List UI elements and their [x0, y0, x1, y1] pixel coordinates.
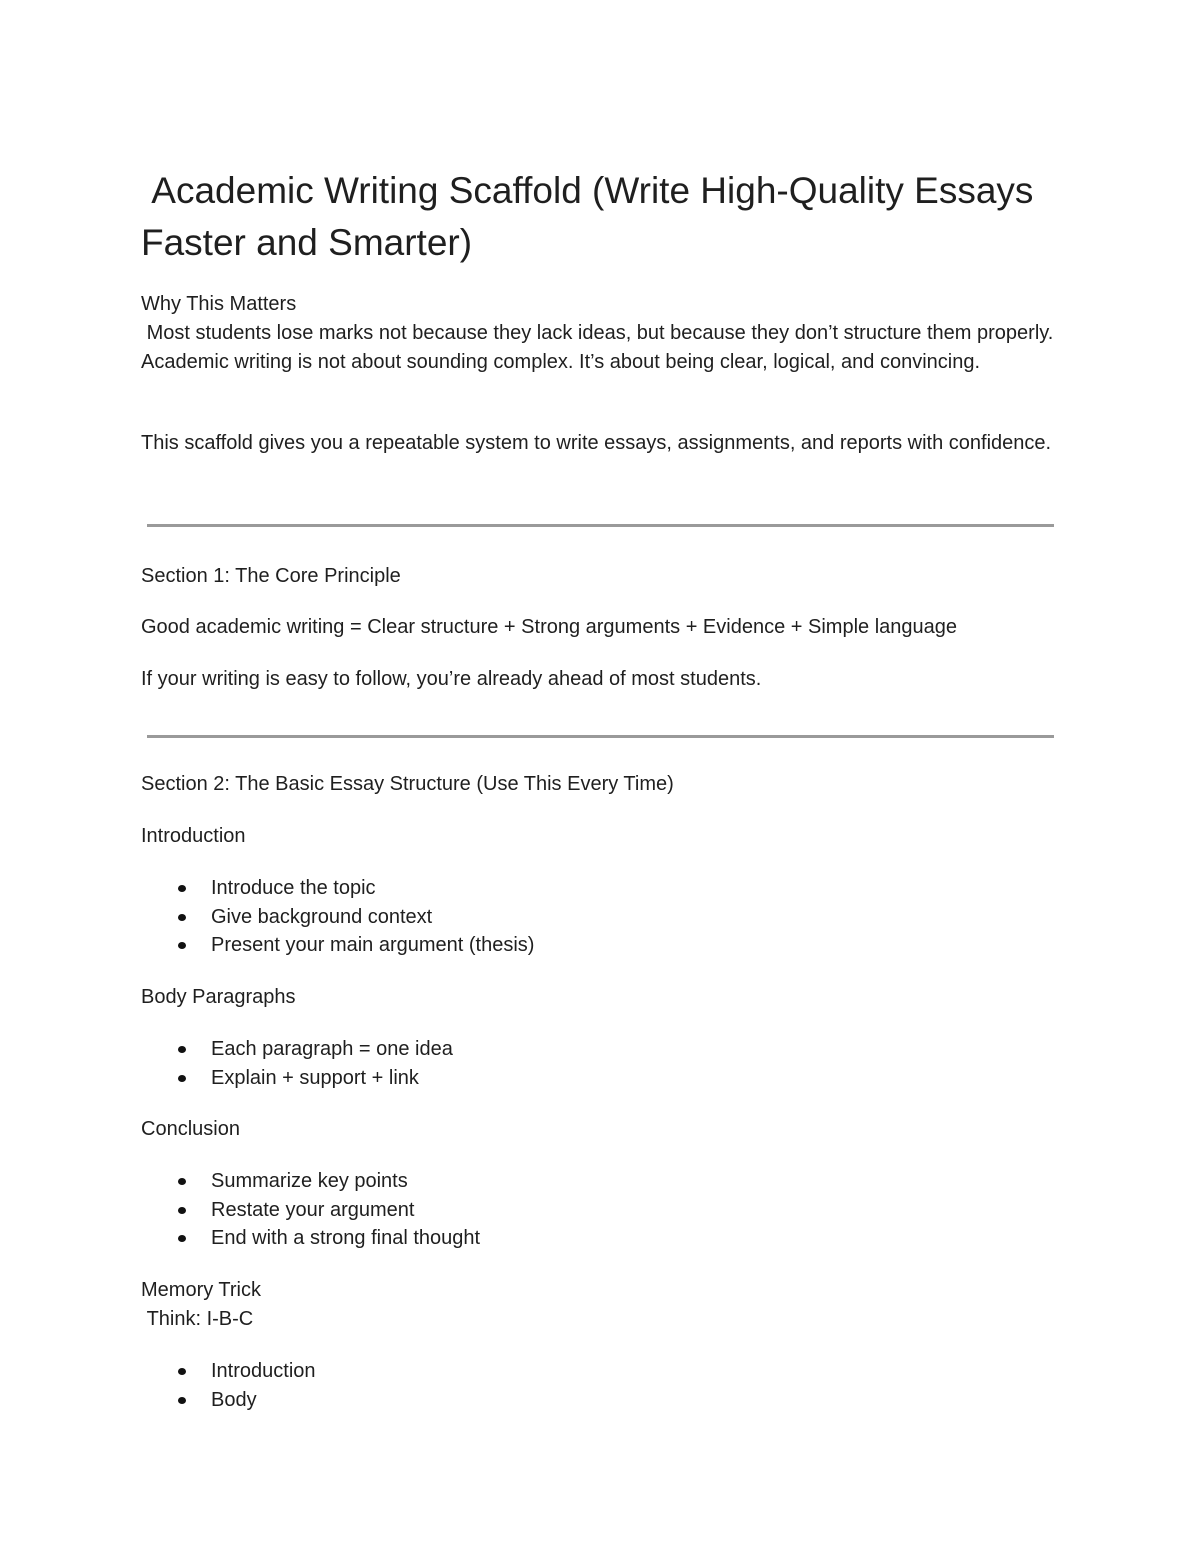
body-list — [141, 1035, 453, 1092]
why-body: Most students lose marks not because they lack ideas, but because they don’t structure them properly. Academic writing is not about sounding complex. It’s about being clear, logical, and convincing. — [141, 322, 1058, 373]
conclusion-list — [141, 1167, 480, 1253]
list-item: Each paragraph = one idea — [141, 1035, 453, 1064]
list-item: Explain + support + link — [141, 1064, 453, 1093]
list-item: Introduction — [141, 1357, 316, 1386]
bullet-icon — [178, 885, 186, 892]
body-heading: Body Paragraphs — [141, 986, 296, 1008]
list-item: End with a strong final thought — [141, 1224, 480, 1253]
bullet-icon — [178, 1207, 186, 1214]
bullet-icon — [178, 1075, 186, 1082]
bullet-icon — [178, 1397, 186, 1404]
scaffold-note: This scaffold gives you a repeatable system to write essays, assignments, and reports with confidence. — [141, 432, 1052, 454]
memory-heading: Memory Trick — [141, 1279, 261, 1301]
divider-2 — [147, 735, 1054, 738]
section2-heading: Section 2: The Basic Essay Structure (Use This Every Time) — [141, 773, 674, 795]
bullet-icon — [178, 914, 186, 921]
memory-list — [141, 1357, 316, 1414]
bullet-icon — [178, 942, 186, 949]
section1-heading: Section 1: The Core Principle — [141, 565, 401, 587]
list-item: Give background context — [141, 903, 534, 932]
list-item: Body — [141, 1386, 316, 1415]
introduction-list — [141, 874, 534, 960]
list-item: Summarize key points — [141, 1167, 480, 1196]
memory-line: Think: I-B-C — [141, 1308, 254, 1330]
document-title: Academic Writing Scaffold (Write High-Quality Essays Faster and Smarter) — [141, 170, 1044, 263]
list-item: Restate your argument — [141, 1196, 480, 1225]
bullet-icon — [178, 1368, 186, 1375]
why-heading: Why This Matters — [141, 293, 297, 315]
bullet-icon — [178, 1178, 186, 1185]
list-item: Present your main argument (thesis) — [141, 931, 534, 960]
bullet-icon — [178, 1235, 186, 1242]
conclusion-heading: Conclusion — [141, 1118, 240, 1140]
section1-formula: Good academic writing = Clear structure + Strong arguments + Evidence + Simple language — [141, 616, 957, 638]
introduction-heading: Introduction — [141, 825, 246, 847]
divider-1 — [147, 524, 1054, 527]
list-item: Introduce the topic — [141, 874, 534, 903]
section1-note: If your writing is easy to follow, you’re already ahead of most students. — [141, 668, 762, 690]
bullet-icon — [178, 1046, 186, 1053]
